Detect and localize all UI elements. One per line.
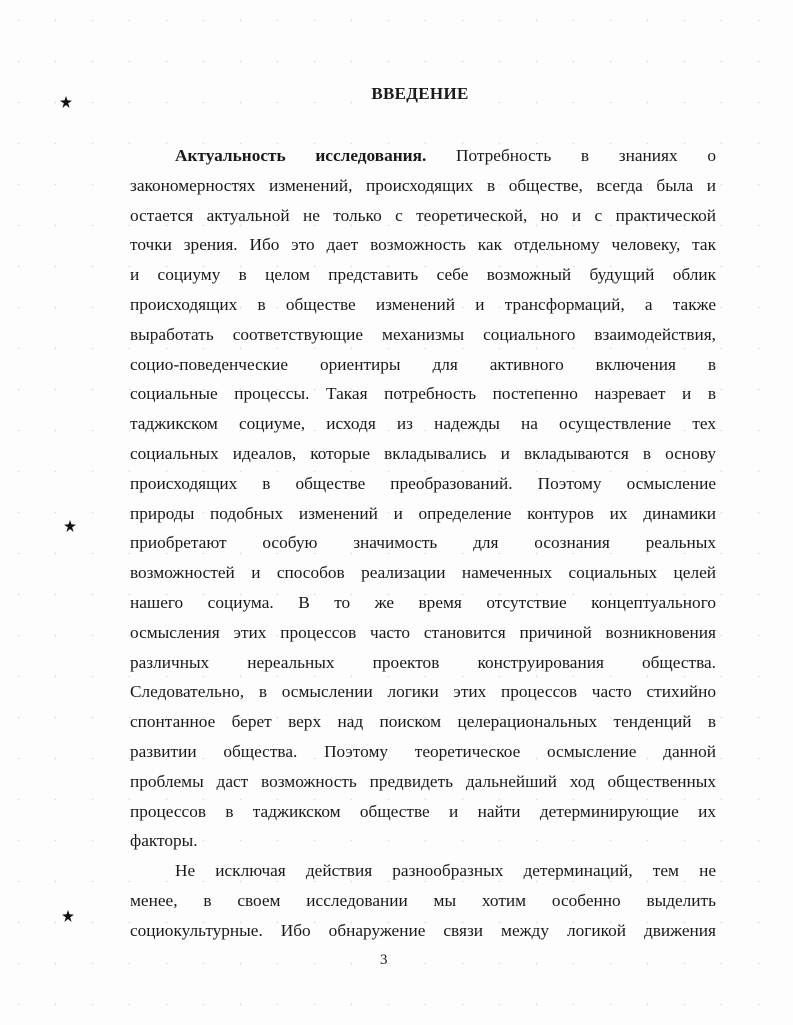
text-line: различных нереальных проектов конструирования общества. bbox=[130, 652, 716, 672]
text-line: происходящих в обществе преобразований. Поэтому осмысление bbox=[130, 473, 716, 493]
text-line: нашего социума. В то же время отсутствие концептуального bbox=[130, 592, 716, 612]
text-line: факторы. bbox=[130, 831, 198, 851]
scan-blot-icon bbox=[64, 520, 76, 532]
text-line: социальных идеалов, которые вкладывались и вкладываются в основу bbox=[130, 443, 716, 463]
text-line: остается актуальной не только с теоретической, но и с практической bbox=[130, 205, 716, 225]
text-line: развитии общества. Поэтому теоретическое осмысление данной bbox=[130, 741, 716, 761]
text-line: социальные процессы. Такая потребность постепенно назревает и в bbox=[130, 384, 716, 404]
text-line: приобретают особую значимость для осознания реальных bbox=[130, 533, 716, 553]
text-line: происходящих в обществе изменений и трансформаций, а также bbox=[130, 294, 716, 314]
text-line: выработать соответствующие механизмы социального взаимодействия, bbox=[130, 324, 716, 344]
text-line: процессов в таджикском обществе и найти детерминирующие их bbox=[130, 801, 716, 821]
text-line: таджикском социуме, исходя из надежды на осуществление тех bbox=[130, 414, 716, 434]
text-line: Не исключая действия разнообразных детерминаций, тем не bbox=[175, 861, 716, 881]
text-line: спонтанное берет верх над поиском целерациональных тенденций в bbox=[130, 712, 716, 732]
text-line: проблемы даст возможность предвидеть дальнейший ход общественных bbox=[130, 771, 716, 791]
text-line: закономерностях изменений, происходящих в обществе, всегда была и bbox=[130, 175, 716, 195]
document-body bbox=[130, 141, 716, 946]
page-title: ВВЕДЕНИЕ bbox=[371, 84, 469, 103]
text-line: и социуму в целом представить себе возможный будущий облик bbox=[130, 265, 716, 285]
text-line: природы подобных изменений и определение контуров их динамики bbox=[130, 503, 716, 523]
text-line: точки зрения. Ибо это дает возможность как отдельному человеку, так bbox=[130, 235, 716, 255]
text-line: социокультурные. Ибо обнаружение связи между логикой движения bbox=[130, 920, 716, 940]
lead-heading: Актуальность исследования. bbox=[175, 146, 427, 165]
text-line: Актуальность исследования. Потребность в знаниях о bbox=[175, 146, 716, 165]
text-line: менее, в своем исследовании мы хотим особенно выделить bbox=[130, 890, 716, 910]
page-number: 3 bbox=[380, 952, 388, 968]
text-line: осмысления этих процессов часто становится причиной возникновения bbox=[130, 622, 716, 642]
scan-blot-icon bbox=[62, 910, 74, 922]
text-line: Следовательно, в осмыслении логики этих процессов часто стихийно bbox=[130, 682, 716, 702]
text-line: возможностей и способов реализации намеченных социальных целей bbox=[130, 563, 716, 583]
text-line: социо-поведенческие ориентиры для активного включения в bbox=[130, 354, 716, 374]
